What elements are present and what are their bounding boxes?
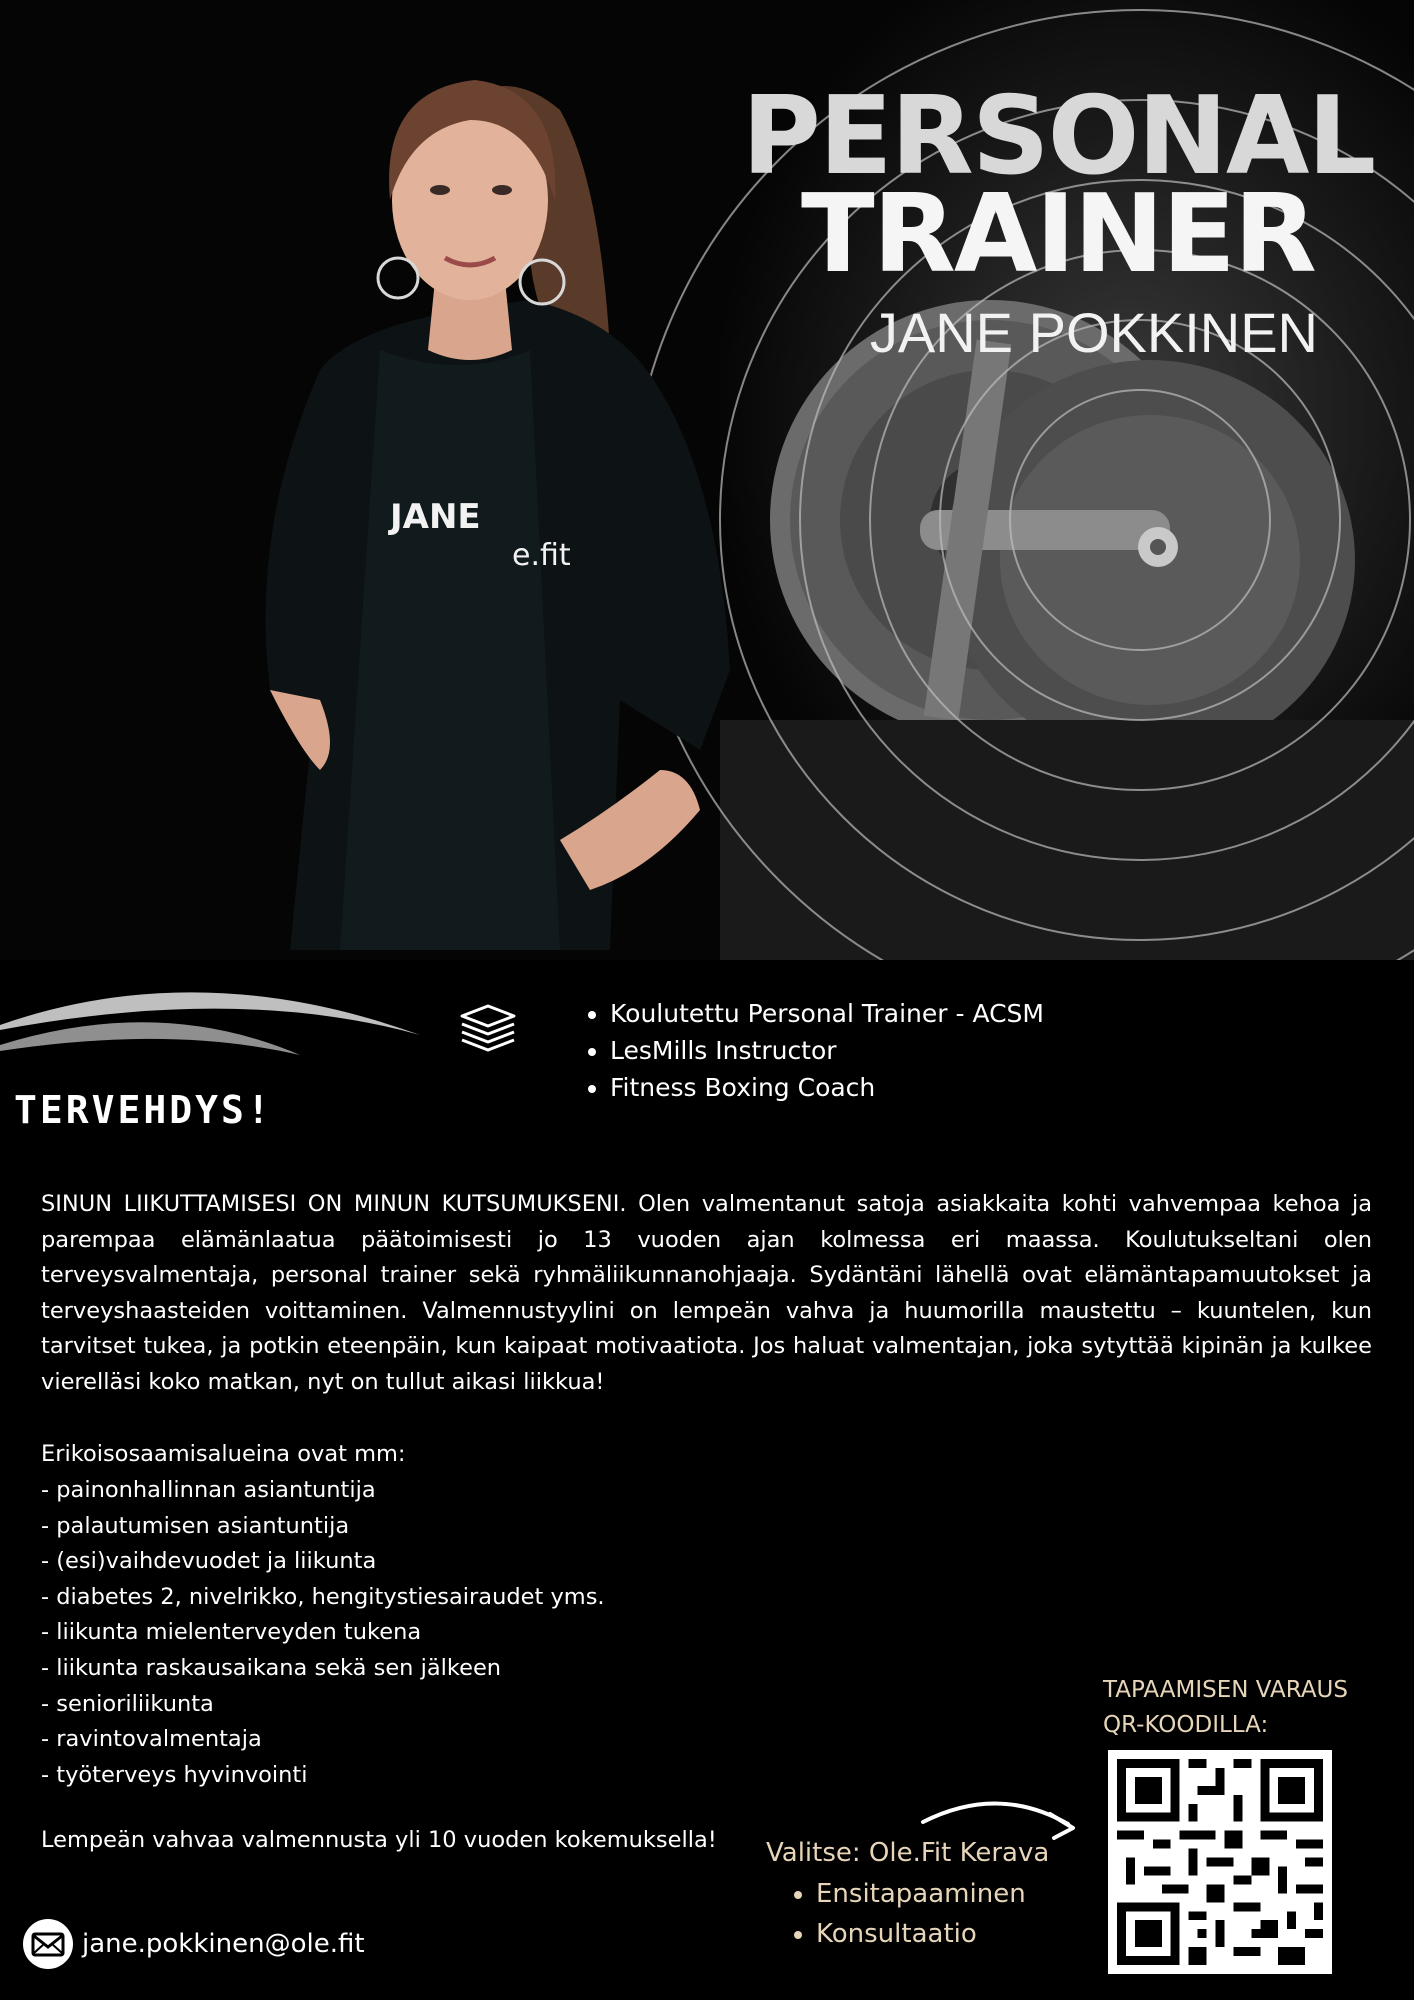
booking-title <box>1103 1673 1348 1743</box>
booking-options <box>786 1874 1026 1954</box>
swoosh-decoration <box>0 955 430 1065</box>
qualifications-list <box>580 995 1044 1106</box>
specialty-item: - ravintovalmentaja <box>41 1726 262 1753</box>
qualification-item: • Koulutettu Personal Trainer - ACSM <box>610 995 1044 1032</box>
intro-paragraph: SINUN LIIKUTTAMISESI ON MINUN KUTSUMUKSENI. Olen valmentanut satoja asiakkaita kohti vahvempaa kehoa ja parempaa elämänlaatua päätoimisesti jo 13 vuoden ajan kolmessa eri maassa. Koulutukseltani olen terveysvalmentaja, personal trainer sekä ryhmäliikunnanohjaaja. Sydäntäni lähellä ovat elämäntapamuutokset ja terveyshaasteiden voittaminen. Valmennustyylini on lempeän vahva ja huumorilla maustettu – kuuntelen, kun tarvitset tukea, ja potkin eteenpäin, kun kaipaat motivaatiota. Jos haluat valmentajan, joka sytyttää kipinän ja kulkee vierelläsi koko matkan, nyt on tullut aikasi liikkua! <box>41 1191 1372 1395</box>
greeting-heading: TERVEHDYS! <box>14 1088 273 1132</box>
page-title <box>738 74 1378 297</box>
title-personal: PERSONAL <box>741 74 1375 199</box>
specialty-item: - (esi)vaihdevuodet ja liikunta <box>41 1548 377 1575</box>
specialty-item: - diabetes 2, nivelrikko, hengitystiesairaudet yms. <box>41 1583 605 1610</box>
specialty-item: - liikunta raskausaikana sekä sen jälkeen <box>41 1654 502 1681</box>
contact-email[interactable]: jane.pokkinen@ole.fit <box>82 1929 365 1959</box>
books-stack-icon <box>458 1002 518 1054</box>
envelope-icon <box>23 1919 73 1969</box>
hero-banner <box>0 0 1414 960</box>
booking-option-intro: • Ensitapaaminen <box>816 1874 1026 1914</box>
specialty-item: - palautumisen asiantuntija <box>41 1512 350 1539</box>
shirt-logo-text: e.fit <box>512 538 571 573</box>
qr-code-icon[interactable] <box>1108 1750 1332 1974</box>
closing-line: Lempeän vahvaa valmennusta yli 10 vuoden kokemuksella! <box>41 1827 717 1853</box>
trainer-name: JANE POKKINEN <box>869 301 1318 364</box>
specialties-heading: Erikoisosaamisalueina ovat mm: <box>41 1441 406 1467</box>
specialty-item: - työterveys hyvinvointi <box>41 1761 308 1788</box>
specialty-item: - senioriliikunta <box>41 1690 214 1717</box>
qualification-item: • LesMills Instructor <box>610 1032 1044 1069</box>
shirt-name-text: JANE <box>390 497 481 537</box>
booking-location: Valitse: Ole.Fit Kerava <box>766 1838 1050 1868</box>
title-trainer: TRAINER <box>801 172 1315 297</box>
specialties-list <box>41 1473 605 1793</box>
booking-title-line2: QR-KOODILLA: <box>1103 1712 1269 1738</box>
curved-arrow-icon <box>918 1784 1088 1844</box>
specialty-item: - painonhallinnan asiantuntija <box>41 1477 376 1503</box>
booking-title-line1: TAPAAMISEN VARAUS <box>1103 1677 1348 1703</box>
booking-option-consultation: • Konsultaatio <box>816 1914 1026 1954</box>
specialty-item: - liikunta mielenterveyden tukena <box>41 1619 422 1646</box>
qualification-item: • Fitness Boxing Coach <box>610 1069 1044 1106</box>
